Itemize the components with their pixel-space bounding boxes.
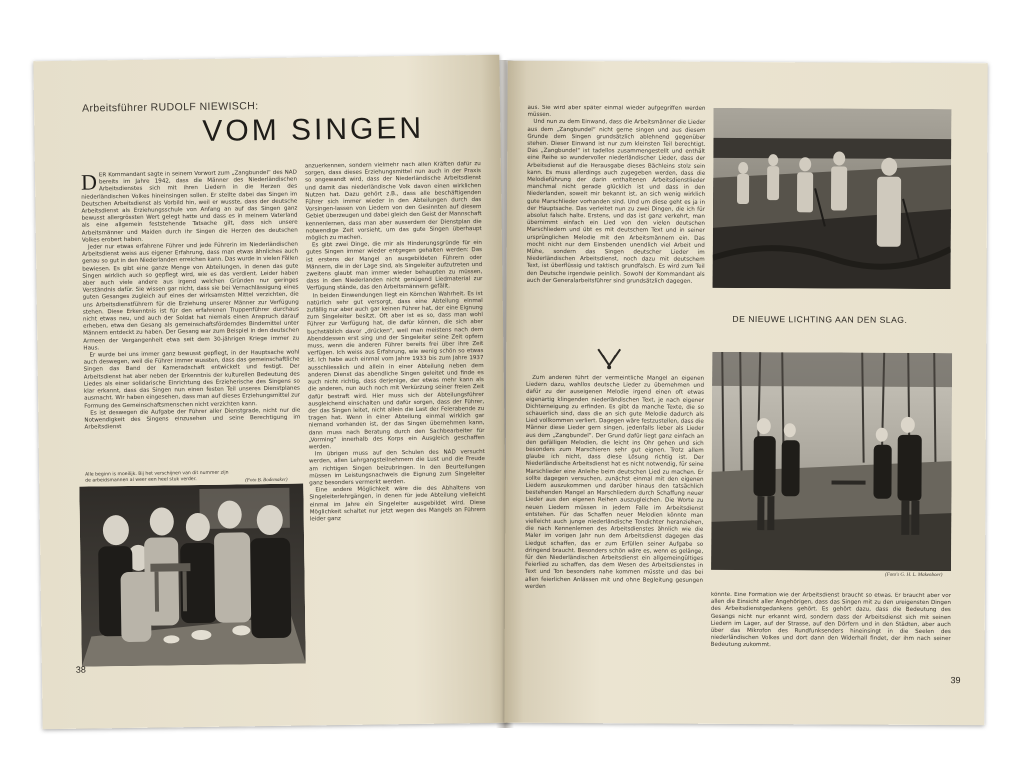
paragraph: Es gibt zwei Dinge, die mir als Hinderungsgründe für ein gutes Singen immer wieder entgegen gehalten werden: Das ist erstens der Mangel an ausgebildeten Führern oder Männern, die in der Lage sind, als Singeleiter aufzutreten und zweitens glaubt man immer wieder behaupten zu müssen, dass in den Niederlanden nicht genügend Liedmaterial zur Verfügung stände, das den Arbeitsmännern gefällt. <box>306 240 483 292</box>
photo-image <box>79 484 305 667</box>
photo-image <box>711 352 952 571</box>
article-title: VOM SINGEN <box>202 111 425 148</box>
left-column-2 <box>305 161 489 715</box>
photo-credit-right: (Foto's G. H. L. Makenboer) <box>885 572 943 579</box>
paragraph: Eine andere Möglichkeit wäre die des Abhaltens von Singeleiterlehrgängen, in denen für jede Abteilung vielleicht einmal im Jahre ein Singeleiter ausgebildet wird. Diese Möglichkeit schaltet nur jetzt wegen des Mangels an Führern leider ganz <box>309 485 486 523</box>
paragraph: Jeder nur etwas erfahrene Führer und jede Führerin im Niederländischen Arbeitsdienst weiss aus eigener Erfahrung, dass man etwas ähnliches auch genau so gut in den Niederlanden erreichen kann. Das wurde in vielen Fällen bewiesen. Es gibt eine ganze Menge von Abteilungen, in denen das gute Singen wirklich auch so gepflegt wird, wie es das verdient. Leider haben aber auch viele andere aus irgend welchen Gründen nur geringes Verständnis dafür. Sie wissen gar nicht, dass sie bei Vernachlässigung eines guten Gesanges zugleich auf eines der wirksamsten Mittel verzichten, die uns Arbeitsdienstführern für die Erziehung unserer Männer zur Verfügung stehen. Diese Erkenntnis ist für den erfahrenen Truppenführer durchaus nicht etwas neu, und auch der Soldat hat niemals einen Anspruch darauf erheben, etwa den Gesang als gemeinschaftsförderndes Bindemittel unter Männern entdeckt zu haben. Der Gesang war zum Beispiel in den deutschen Armeen der Vergangenheit etwa seit dem 30-jährigen Kriege immer zu Haus. <box>82 241 300 352</box>
paragraph: aus. Sie wird aber später einmal wieder aufgegriffen werden müssen. <box>527 104 706 119</box>
photo-digging-field <box>713 108 952 289</box>
photo-caption-left: Alle beginn is moeilijk. Bij het verschijnen van dit nummer zijn de arbeidsmannen al weer een heel stuk verder. <box>85 470 229 484</box>
right-column-1b <box>524 375 704 690</box>
photo-image <box>713 108 952 289</box>
photo-workers-forest <box>711 352 952 571</box>
right-page <box>504 61 987 726</box>
paragraph: Es ist deswegen die Aufgabe der Führer aller Dienstgrade, nicht nur die Notwendigkeit des Singens einzusehen und seine Berechtigung im Arbeitsdienst <box>84 407 301 431</box>
page-number-right: 39 <box>950 675 961 686</box>
paragraph: Zum anderen führt der vermeintliche Mangel an eigenen Liedern dazu, wahllos deutsche Lieder zu übernehmen und dafür zu der auseigenen Melodie irgend einen oft etwas eigenartig klingenden niederländischen Text, je nach eigener Dichterneigung zu erfinden. Es gibt da manche Texte, die so schauerlich sind, dass die an sich gute Melodie dadurch als Lied vollkommen verliert. Dagegen wäre festzustellen, dass die Männer diese Lieder gern singen, jedenfalls lieber als Lieder aus dem „Zangbundel“. Der Grund dafür liegt ganz einfach an den gefälligen Melodien, die leicht ins Ohr gehen und sich besonders zum Marschieren sehr gut eignen. Trotz allem glaube ich nicht, dass diese Lösung richtig ist. Der Niederländische Arbeitsdienst hat es nicht notwendig, für seine Marschlieder eine Anleihe beim deutschen Lied zu machen. Er sollte dagegen versuchen, zunächst einmal mit den eigenen Liedern auszukommen und darüber hinaus den tatsächlich bestehenden Mangel an Marschliedern durch Schaffung neuer Lieder aus den eigenen Reihen auszugleichen. Die Worte zu neuen Liedern müssen in jedem Falle im Arbeitsdienst entstehen. Für das Schaffen neuer Melodien könnte man vielleicht auch junge niederländische Tondichter heranziehen, die nach Kennenlernen des Arbeitsdienstes ähnlich wie die Maler im vorigen Jahr nun dem Arbeitsdienst dagegen das Liedgut schaffen, das er zum Erfüllen seiner Aufgabe so dringend braucht. Besonders schön wäre es, wenn es gelänge, für den Niederländischen Arbeitsdienst ein allgemeingültiges Feierlied zu schaffen, das dem Wesen des Arbeitsdienstes in Text und Ton besonders nahe kommen müsste und das bei allen feierlichen Anlässen mit und ohne Begleitung gesungen werden <box>524 374 705 590</box>
paragraph: Er wurde bei uns immer ganz bewusst gepflegt, in der Hauptsache wohl auch deswegen, weil die Führer immer wussten, dass das gemeinschaftliche Singen das Band der Kameradschaft entwickelt und festigt. Der Arbeitsdienst hat aber neben der Erkenntnis der kulturellen Bedeutung des Liedes als einer solidarische Einrichtung des Erzieherische des Singens so klar erkannt, dass das Singen nun einen festen Teil unseres Dienstplanes ausmacht. Wir haben eingesehen, dass man auf dieses Erziehungsmittel zur Formung des Gemeinschaftsmenschen nicht verzichten kann. <box>83 349 301 410</box>
page-number-left: 38 <box>75 664 86 675</box>
right-column-2 <box>710 592 951 693</box>
paragraph: anzuerkennen, sondern vielmehr nach allen Kräften dafür zu sorgen, dass dieses Erziehungsmittel nun auch in der Praxis so angewandt wird, dass der Niederländische Arbeitsdienst und damit das niederländische Volk davon einen wirklichen Nutzen hat. Dazu gehört z.B., dass alle beschäftigenden Führer sich immer wieder in den Abteilungen durch das Vorsingen-lassen von Liedern von den Gesinnten auf diesem Gebiet überzeugen und dabei gleich den Geist der Mannschaft kennenlernen, dass man aber ausserdem der Dienstplan die notwendige Zeit vorsieht, um das gute Singen überhaupt möglich zu machen. <box>304 161 482 242</box>
photo-caption-right: DE NIEUWE LICHTING AAN DEN SLAG. <box>732 313 908 325</box>
paragraph: In beiden Einwendungen liegt ein Körnchen Wahrheit. Es ist natürlich sehr gut versorgt, dass eine Abteilung einmal zufällig nur aber auch gar keinen Führer hat, der eine Eignung zum Singeleiter besitzt. Oft aber ist es so, dass man wohl Führer zur Verfügung hat, die dafür können, die sich aber buchstäblich davor „drücken“, weil man meistens nach dem Abenddessen erst sing und der Singeleiter seine Zeit opfern muss, wenn die anderen Führer bereits frei über ihre Zeit verfügen. Ich weiss aus Erfahrung, wie wenig schön so etwas ist. Ich habe auch einmal vom Jahre 1933 bis zum Jahre 1937 ausschliesslich und allein in einer Abteilung neben dem anderen Dienst das abendliche Singen geleitet und finde es auch nicht richtig, dass derjenige, der etwas mehr kann als die anderen, nun auch noch mit Verkürzung seiner freien Zeit dafür bestraft wird. Hier muss sich der Abteilungsführer ausgleichend einschalten und dafür sorgen, dass der Führer, der das Singen leitet, nicht allein die Last der Feierabende zu tragen hat. Wenn in einer Abteilung einmal wirklich gar niemand vorhanden ist, der das Singen übernehmen kann, dann muss nach Beratung durch den Sachbearbeiter für „Vorming“ innerhalb des Korps ein Ausgleich geschaffen werden. <box>306 290 485 451</box>
paragraph: ER Kommandant sagte in seinem Vorwort zum „Zangbundel“ des NAD bereits im Jahre 1942, dass die Männer des Niederländischen Arbeitsdienstes sich mit ihren Liedern in die Herzen des niederländischen Volkes hineinsingen sollen. Er stellte dabei das Singen im Deutschen Arbeitsdienst als Vorbild hin, weil er wusste, dass der deutsche Arbeitsdienst als Erziehungsschule von Anfang an auf das Singen ganz bewusst allergrössten Wert gelegt hatte und dass es in meinem Vaterland als eine allgemein feststehende Tatsache gilt, dass sich unsere Arbeitsmänner und Maiden durch ihr Singen die Herzen des deutschen Volkes erobert haben. <box>81 169 298 244</box>
photo-workmen-table <box>79 484 305 667</box>
left-page <box>33 55 508 729</box>
paragraph: Und nun zu dem Einwand, dass die Arbeitsmänner die Lieder aus dem „Zangbundel“ nicht gerne singen und aus diesem Grunde dem Singen grundsätzlich ablehnend gegenüber stehen. Dieser Einwand ist nur zum kleinsten Teil berechtigt. Das „Zangbundel“ ist tadellos zusammengestellt und enthält eine Reihe so wundervoller niederländischer Lieder, dass der Arbeitsdienst auf die Herausgabe dieses Bächleins stolz sein kann. Es muss allerdings auch zugegeben werden, dass die Melodieführung der darin enthaltenen Arbeitsdienstlieder manchmal nicht gerade glücklich ist und dass in den Niederlanden, soweit mir bekannt ist, an sich wenig wirklich gute Marschlieder vorhanden sind. Und um diese geht es ja in der Hauptsache. Das verleitet nun zu zwei Dingen, die ich für absolut falsch halte. Erstens, und das ist ganz verkehrt, man übernimmt einfach ein Lied von den vielen deutschen Marschliedern und übt es mit deutschem Text und in seiner ursprünglichen Melodie mit den Arbeitsmännern ein. Das mocht nicht nur dem Einsbenden unendlich viel Arbeit und Mühe, sondern das Singen deutscher Lieder im Niederländischen Arbeitsdienst, noch dazu mit deutschem Text, ist überflüssig und taktisch grundfalsch. Es wird zum Teil den Deutsche irgendwie peinlich. Sowohl der Kommandant als auch der Generalarbeitsführer sind grundsätzlich dagegen. <box>526 119 706 285</box>
right-column-1 <box>526 105 705 342</box>
pen-ornament-icon <box>594 345 624 371</box>
paragraph: Im übrigen muss auf den Schulen des NAD versucht werden, allen Lehrgangsteilnehmern die Lust und die Freude am richtigen Singen beizubringen. In den Beurteilungen müssen im Leistungsnachweis die Eignung zum Singeleiter ganz besonders vermerkt werden. <box>308 449 486 487</box>
dropcap: D <box>80 169 98 195</box>
paragraph: könnte. Eine Formation wie der Arbeitsdienst braucht so etwas. Er braucht aber vor allen die Einsicht aller Angehörigen, dass das Singen mit zu den ureigensten Dingen des Arbeitsdienstgedankens gehört. Es gehört dazu, dass die Bedeutung des Gesangs nicht nur erkannt wird, sondern dass der Arbeitsdienst sich mit seinen Liedern im Lager, auf der Strasse, auf den Dörfern und in den Städten, aber auch über das Mikrofon des Rundfunksenders hineinsingt in die Seelen des niederländischen Volkes und dort dann den Widerhall findet, der ihm nach seiner Bedeutung zukommt. <box>710 591 951 649</box>
left-column-1 <box>81 170 301 469</box>
photo-credit-left: (Foto B. Bodemaker) <box>245 477 288 484</box>
author-line: Arbeitsführer RUDOLF NIEWISCH: <box>81 100 259 115</box>
